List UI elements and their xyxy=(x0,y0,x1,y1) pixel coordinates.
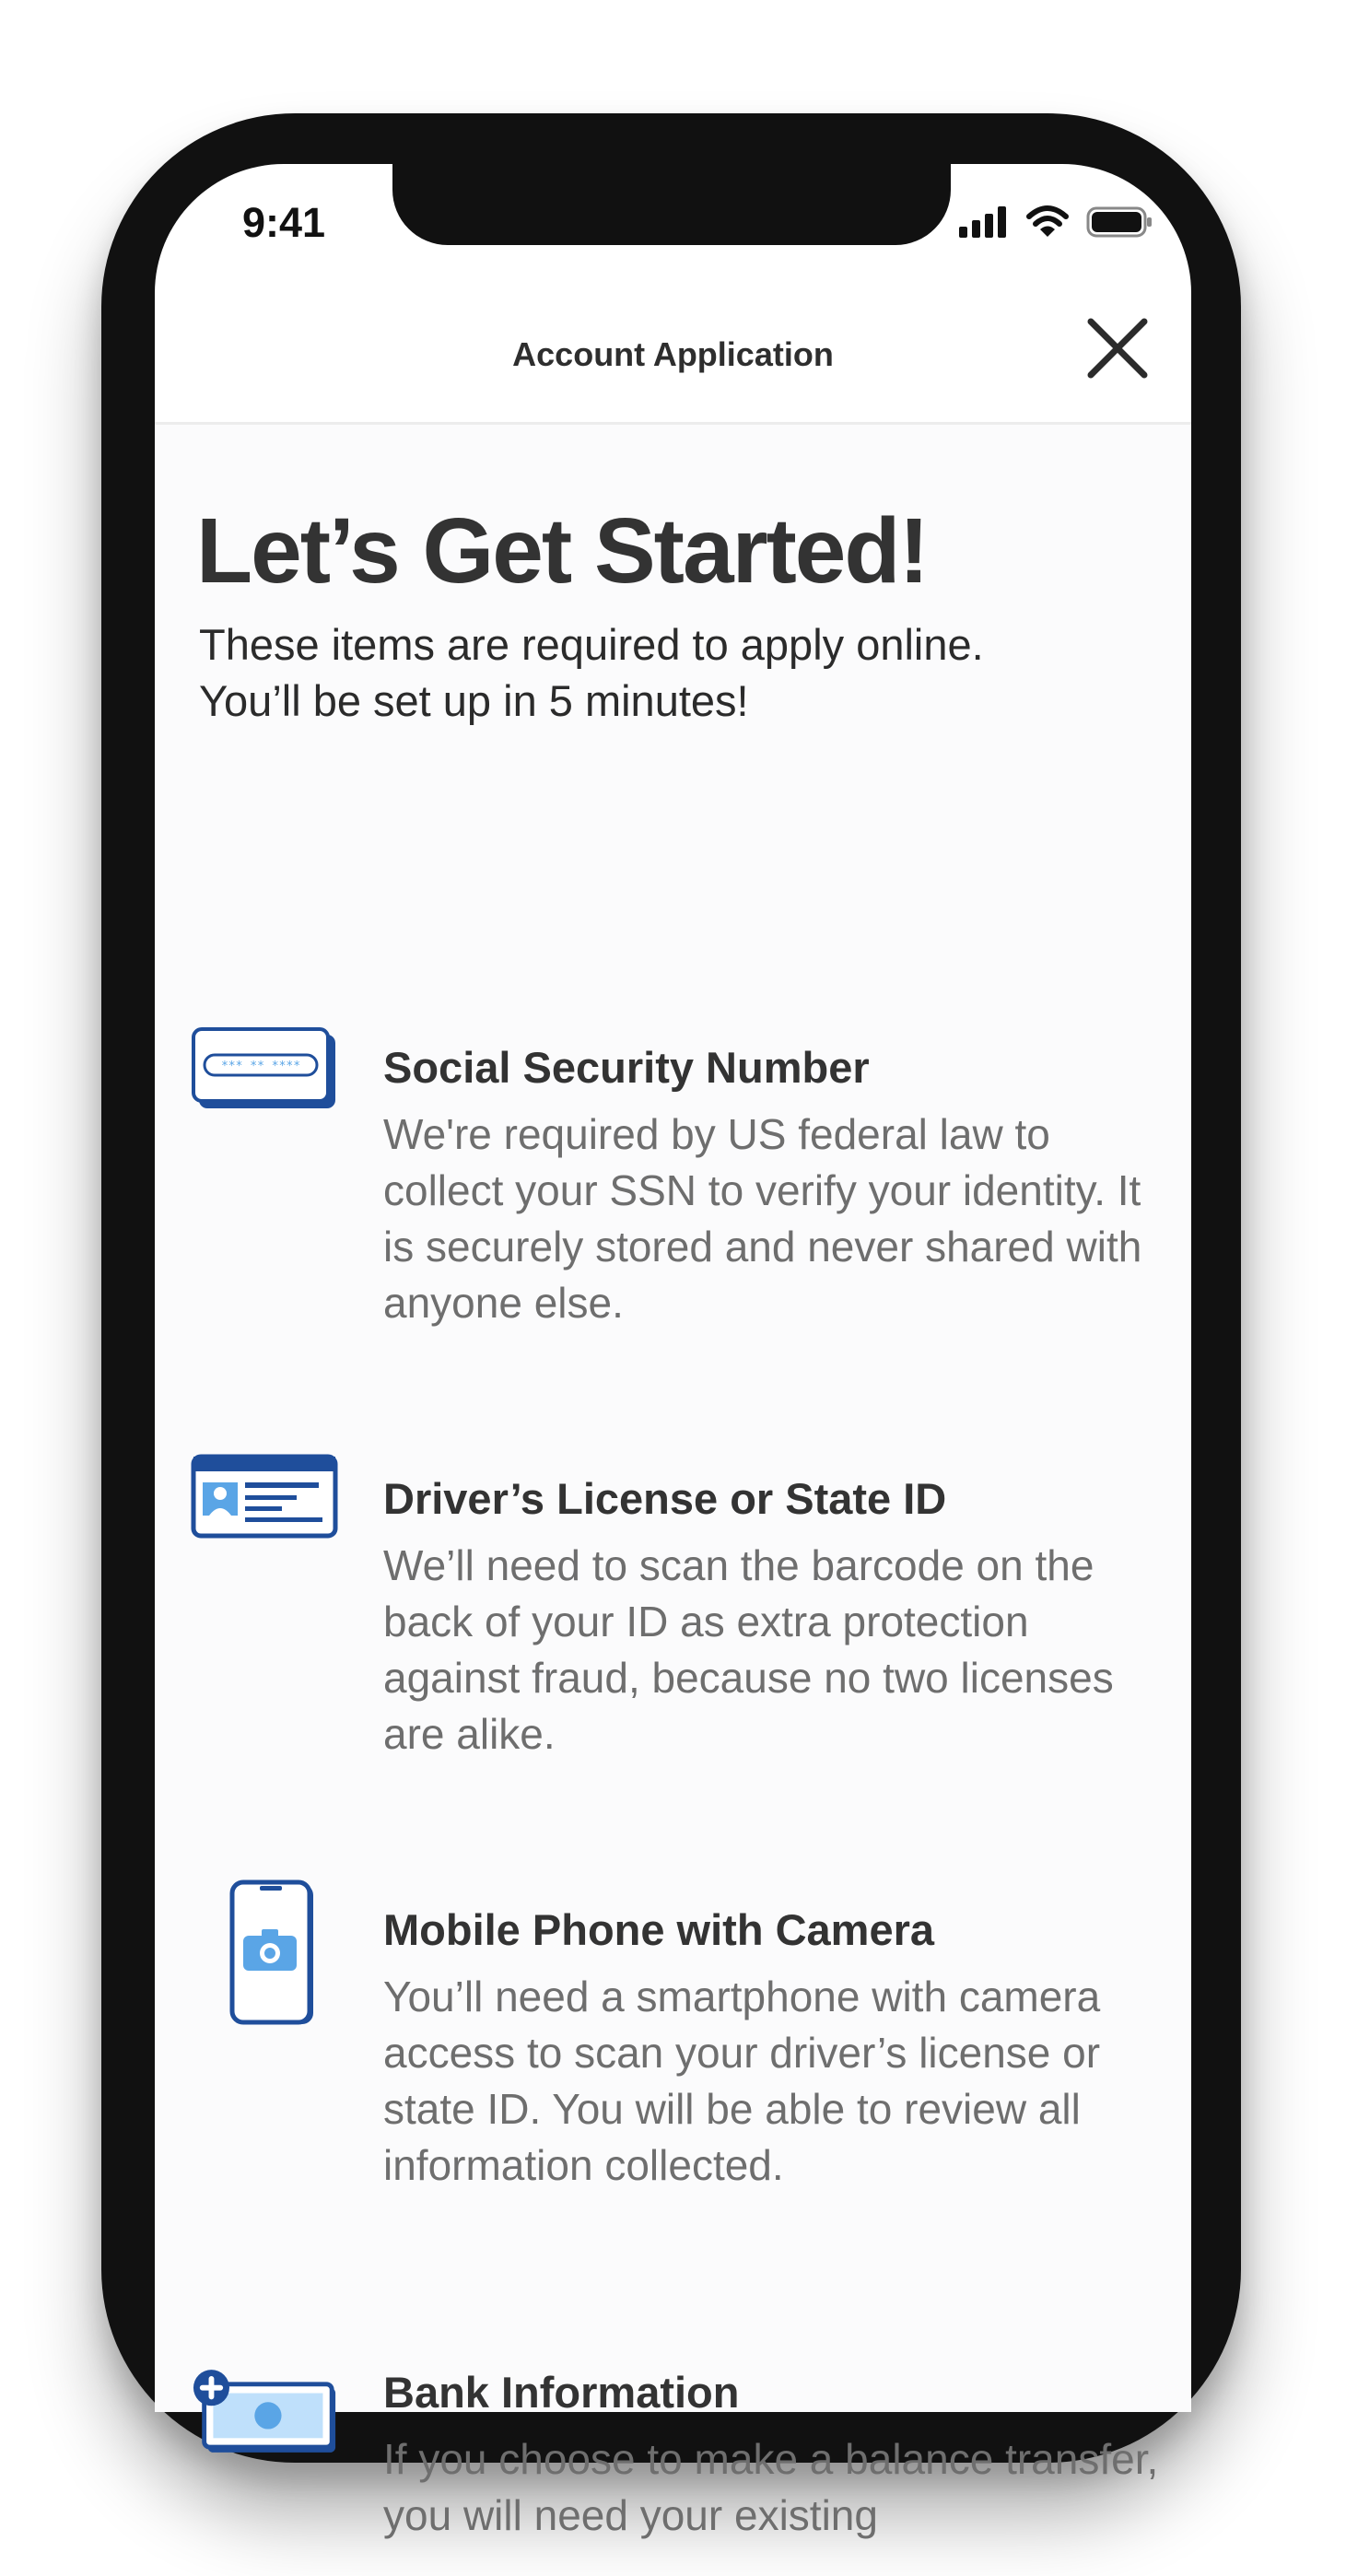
close-button[interactable] xyxy=(1081,311,1154,385)
cellular-signal-icon xyxy=(959,206,1009,238)
header-title: Account Application xyxy=(512,335,834,373)
intro-line: These items are required to apply online. xyxy=(199,620,984,669)
main-content xyxy=(155,425,1191,2539)
intro-text xyxy=(199,616,1157,729)
id-card-icon xyxy=(192,1455,339,1540)
requirement-description: You’ll need a smartphone with camera access to scan your driver’s license or state ID. You will be able to review all information collected. xyxy=(383,1973,1101,2189)
requirement-title: Mobile Phone with Camera xyxy=(383,1905,935,1954)
status-time: 9:41 xyxy=(242,199,326,246)
wifi-icon xyxy=(1025,205,1070,239)
status-icons xyxy=(959,205,1153,239)
phone-screen xyxy=(155,164,1191,2539)
intro-line: You’ll be set up in 5 minutes! xyxy=(199,676,749,725)
battery-icon xyxy=(1086,205,1153,239)
ssn-card-icon xyxy=(192,1027,339,1110)
phone-notch xyxy=(392,160,951,245)
requirement-title: Driver’s License or State ID xyxy=(383,1474,947,1523)
requirement-description: If you choose to make a balance transfer, you will need your existing xyxy=(383,2435,1159,2539)
requirement-description: We’ll need to scan the barcode on the back of your ID as extra protection against fraud, because no two licenses are alike. xyxy=(383,1541,1114,1758)
phone-camera-icon xyxy=(230,1880,319,2028)
app-header xyxy=(155,311,1191,425)
requirement-description: We're required by US federal law to collect your SSN to verify your identity. It is securely stored and never shared with anyone else. xyxy=(383,1110,1142,1327)
requirement-title: Social Security Number xyxy=(383,1043,870,1092)
bank-money-icon xyxy=(192,2367,339,2459)
page-title: Let’s Get Started! xyxy=(196,499,928,603)
ssn-mask-text: *** ** **** xyxy=(220,1060,301,1073)
requirement-title: Bank Information xyxy=(383,2368,740,2417)
close-x-icon xyxy=(1085,316,1150,381)
